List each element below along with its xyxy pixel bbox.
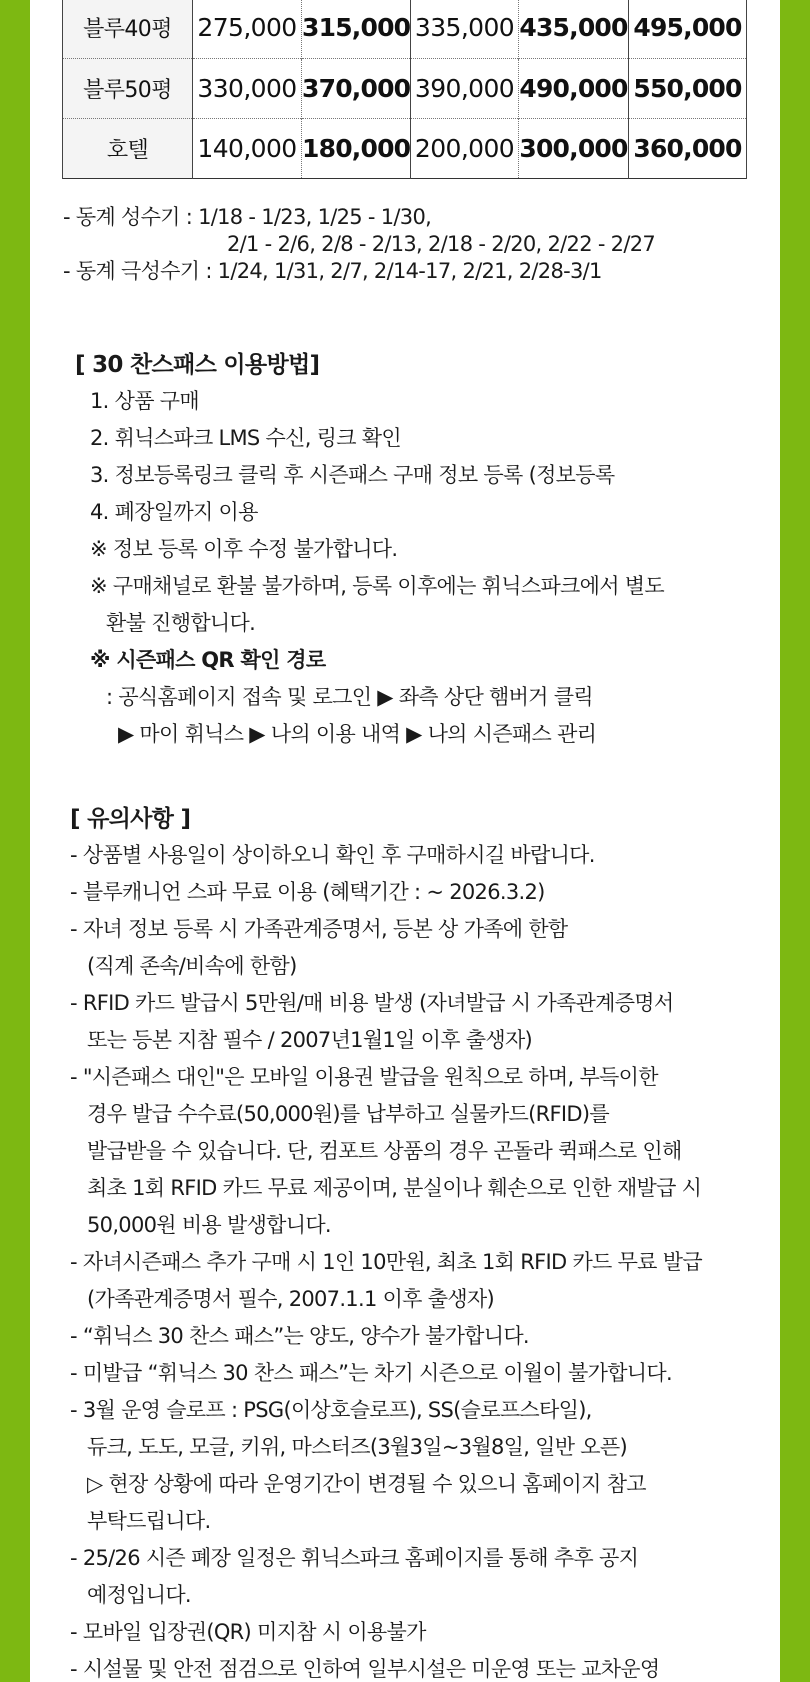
price-cell: 300,000 <box>519 118 629 178</box>
caution-line: - “휘닉스 30 찬스 패스”는 양도, 양수가 불가합니다. <box>70 1324 529 1348</box>
caution-line: - 자녀시즌패스 추가 구매 시 1인 10만원, 최초 1회 RFID 카드 무료 발급 <box>70 1250 702 1274</box>
peak-season-text: - 동계 성수기 : 1/18 - 1/23, 1/25 - 1/30, <box>63 205 432 229</box>
caution-line: (직계 존속/비속에 한함) <box>87 954 297 978</box>
product-detail-content <box>30 0 780 1682</box>
price-cell: 315,000 <box>302 0 411 58</box>
caution-line: 예정입니다. <box>87 1583 191 1607</box>
caution-line: 또는 등본 지참 필수 / 2007년1월1일 이후 출생자) <box>87 1028 533 1052</box>
caution-line: - 상품별 사용일이 상이하오니 확인 후 구매하시길 바랍니다. <box>70 843 595 867</box>
room-type-label: 블루40평 <box>63 0 193 58</box>
super-peak-season-text: - 동계 극성수기 : 1/24, 1/31, 2/7, 2/14-17, 2/21, 2/28-3/1 <box>63 259 602 283</box>
caution-line: 부탁드립니다. <box>87 1509 211 1533</box>
price-cell: 200,000 <box>411 118 519 178</box>
season-dates <box>63 204 655 285</box>
caution-line: 듀크, 도도, 모글, 키위, 마스터즈(3월3일~3월8일, 일반 오픈) <box>87 1435 627 1459</box>
price-cell: 435,000 <box>519 0 629 58</box>
usage-step: 1. 상품 구매 <box>90 389 199 413</box>
table-row <box>63 58 747 118</box>
caution-line: 경우 발급 수수료(50,000원)를 납부하고 실물카드(RFID)를 <box>87 1102 609 1126</box>
price-cell: 275,000 <box>193 0 302 58</box>
cautions-section <box>70 801 702 1682</box>
price-cell: 180,000 <box>302 118 411 178</box>
caution-line: - 3월 운영 슬로프 : PSG(이상호슬로프), SS(슬로프스타일), <box>70 1398 592 1422</box>
left-green-border <box>0 0 30 1682</box>
usage-step: 3. 정보등록링크 클릭 후 시즌패스 구매 정보 등록 (정보등록 <box>90 463 615 487</box>
qr-path-heading: ※ 시즌패스 QR 확인 경로 <box>90 648 326 672</box>
caution-line: 최초 1회 RFID 카드 무료 제공이며, 분실이나 훼손으로 인한 재발급 시 <box>87 1176 702 1200</box>
caution-line: 발급받을 수 있습니다. 단, 컴포트 상품의 경우 곤돌라 퀵패스로 인해 <box>87 1139 682 1163</box>
caution-line: - 25/26 시즌 폐장 일정은 휘닉스파크 홈페이지를 통해 추후 공지 <box>70 1546 639 1570</box>
price-cell: 550,000 <box>629 58 747 118</box>
right-green-border <box>780 0 810 1682</box>
table-row <box>63 0 747 58</box>
usage-note: ※ 구매채널로 환불 불가하며, 등록 이후에는 휘닉스파크에서 별도 <box>90 574 664 598</box>
cautions-title: [ 유의사항 ] <box>70 806 191 832</box>
price-cell: 140,000 <box>193 118 302 178</box>
usage-note-continued: 환불 진행합니다. <box>106 611 256 635</box>
usage-guide-title: [ 30 찬스패스 이용방법] <box>75 352 320 378</box>
caution-line: 50,000원 비용 발생합니다. <box>87 1213 331 1237</box>
room-type-label: 블루50평 <box>63 58 193 118</box>
caution-line: (가족관계증명서 필수, 2007.1.1 이후 출생자) <box>87 1287 494 1311</box>
price-cell: 360,000 <box>629 118 747 178</box>
price-cell: 335,000 <box>411 0 519 58</box>
caution-line: - RFID 카드 발급시 5만원/매 비용 발생 (자녀발급 시 가족관계증명서 <box>70 991 674 1015</box>
qr-path-step: : 공식홈페이지 접속 및 로그인 ▶ 좌측 상단 햄버거 클릭 <box>106 685 593 709</box>
qr-path-step: ▶ 마이 휘닉스 ▶ 나의 이용 내역 ▶ 나의 시즌패스 관리 <box>118 722 597 746</box>
caution-line: - 미발급 “휘닉스 30 찬스 패스”는 차기 시즌으로 이월이 불가합니다. <box>70 1361 672 1385</box>
price-cell: 390,000 <box>411 58 519 118</box>
usage-note: ※ 정보 등록 이후 수정 불가합니다. <box>90 537 398 561</box>
caution-line: - 블루캐니언 스파 무료 이용 (혜택기간 : ~ 2026.3.2) <box>70 880 545 904</box>
peak-season-continued: 2/1 - 2/6, 2/8 - 2/13, 2/18 - 2/20, 2/22 - 2/27 <box>227 232 656 256</box>
caution-line: - 자녀 정보 등록 시 가족관계증명서, 등본 상 가족에 한함 <box>70 917 568 941</box>
price-cell: 490,000 <box>519 58 629 118</box>
price-cell: 495,000 <box>629 0 747 58</box>
table-row <box>63 118 747 178</box>
price-cell: 330,000 <box>193 58 302 118</box>
usage-step: 4. 폐장일까지 이용 <box>90 500 258 524</box>
caution-line: - "시즌패스 대인"은 모바일 이용권 발급을 원칙으로 하며, 부득이한 <box>70 1065 658 1089</box>
caution-line: ▷ 현장 상황에 따라 운영기간이 변경될 수 있으니 홈페이지 참고 <box>87 1472 646 1496</box>
room-type-label: 호텔 <box>63 118 193 178</box>
price-table <box>62 0 747 179</box>
caution-line: - 시설물 및 안전 점검으로 인하여 일부시설은 미운영 또는 교차운영 <box>70 1657 660 1681</box>
price-cell: 370,000 <box>302 58 411 118</box>
caution-line: - 모바일 입장권(QR) 미지참 시 이용불가 <box>70 1620 426 1644</box>
usage-step: 2. 휘닉스파크 LMS 수신, 링크 확인 <box>90 426 401 450</box>
usage-guide <box>70 347 664 753</box>
